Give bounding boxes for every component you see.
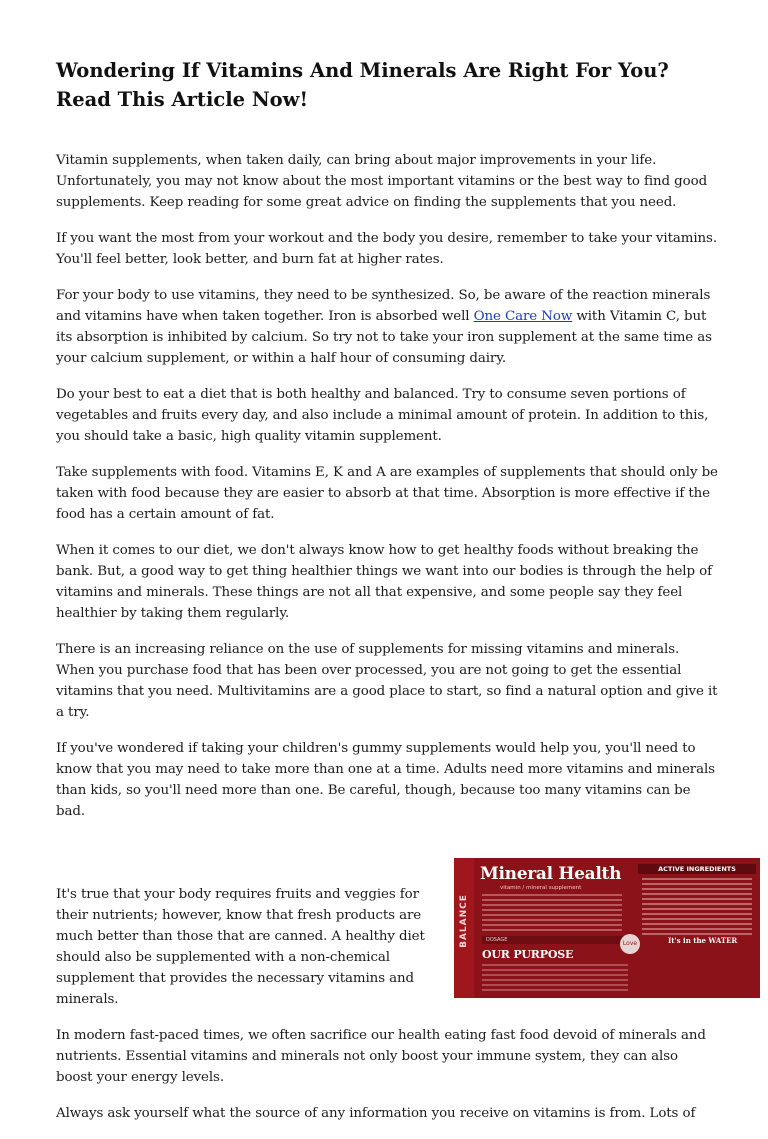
water-tagline: It's in the WATER [668, 936, 738, 945]
product-purpose-text [482, 964, 628, 994]
paragraph-3-end: with Vitamin C, but its absorption is inhibited by calcium. So try not to take your iron supplement at the same time as your calcium supplement, or within a half hour of consuming dairy. [56, 309, 712, 366]
paragraph-4: Do your best to eat a diet that is both healthy and balanced. Try to consume seven portions of vegetables and fruits every day, and also include a minimal amount of protein. In addition to this, you should take a basic, high quality vitamin supplement. [56, 387, 709, 444]
active-ingredients-heading: ACTIVE INGREDIENTS [638, 864, 756, 874]
title-line-2: Read This Article Now! [56, 88, 309, 111]
product-side-band [454, 858, 474, 998]
product-title: Mineral Health [480, 864, 622, 884]
paragraph-7: There is an increasing reliance on the use of supplements for missing vitamins and minerals. When you purchase food that has been over processed, you are not going to get the essential vitamins that you need. Multivitamins are a good place to start, so find a natural option and give it a try. [56, 642, 718, 720]
paragraph-6: When it comes to our diet, we don't always know how to get healthy foods without breaking the bank. But, a good way to get thing healthier things we want into our bodies is through the help of vitamins and minerals. These things are not all that expensive, and some people say they feel healthier by taking them regularly. [56, 543, 712, 621]
article-body [56, 150, 738, 1139]
image-section [56, 858, 738, 1010]
page-title [56, 56, 716, 114]
product-ingredients-panel [638, 864, 756, 992]
ingredients-list [642, 878, 752, 938]
paragraph-1: Vitamin supplements, when taken daily, can bring about major improvements in your life. Unfortunately, you may not know about the most important vitamins or the best way to find good supplements. Keep reading for some great advice on finding the supplements that you need. [56, 153, 708, 210]
paragraph-2: If you want the most from your workout and the body you desire, remember to take your vitamins. You'll feel better, look better, and burn fat at higher rates. [56, 231, 717, 267]
product-subtitle: vitamin / mineral supplement [500, 885, 582, 891]
paragraph-10: In modern fast-paced times, we often sacrifice our health eating fast food devoid of minerals and nutrients. Essential vitamins and minerals not only boost your immune system, they can also boost your energy levels. [56, 1028, 706, 1085]
mineral-health-product-image [454, 858, 760, 998]
paragraph-5: Take supplements with food. Vitamins E, K and A are examples of supplements that should only be taken with food because they are easier to absorb at that time. Absorption is more effective if the food has a certain amount of fat. [56, 465, 718, 522]
band-label: BALANCE [459, 894, 469, 948]
paragraph-9: It's true that your body requires fruits and veggies for their nutrients; however, know that fresh products are much better than those that are canned. A healthy diet should also be supplemented with a non-chemical supplement that provides the necessary vitamins and minerals. [56, 887, 425, 1007]
product-text-block [482, 894, 622, 934]
paragraph-11: Always ask yourself what the source of any information you receive on vitamins is from. Lots of [56, 1106, 696, 1121]
paragraph-3 [56, 285, 718, 369]
paragraph-3-start: For your body to use vitamins, they need to be synthesized. So, be aware of the reaction minerals and vitamins have when taken together. Iron is absorbed well [56, 288, 711, 324]
paragraph-8: If you've wondered if taking your children's gummy supplements would help you, you'll need to know that you may need to take more than one at a time. Adults need more vitamins and minerals than kids, so you'll need more than one. Be careful, though, because too many vitamins can be bad. [56, 741, 715, 819]
product-purpose: OUR PURPOSE [482, 948, 574, 961]
title-line-1: Wondering If Vitamins And Minerals Are Right For You? [56, 59, 669, 82]
heart-icon: Love [620, 934, 640, 954]
one-care-now-link[interactable]: One Care Now [473, 309, 573, 324]
product-dosage: DOSAGE [482, 936, 628, 944]
